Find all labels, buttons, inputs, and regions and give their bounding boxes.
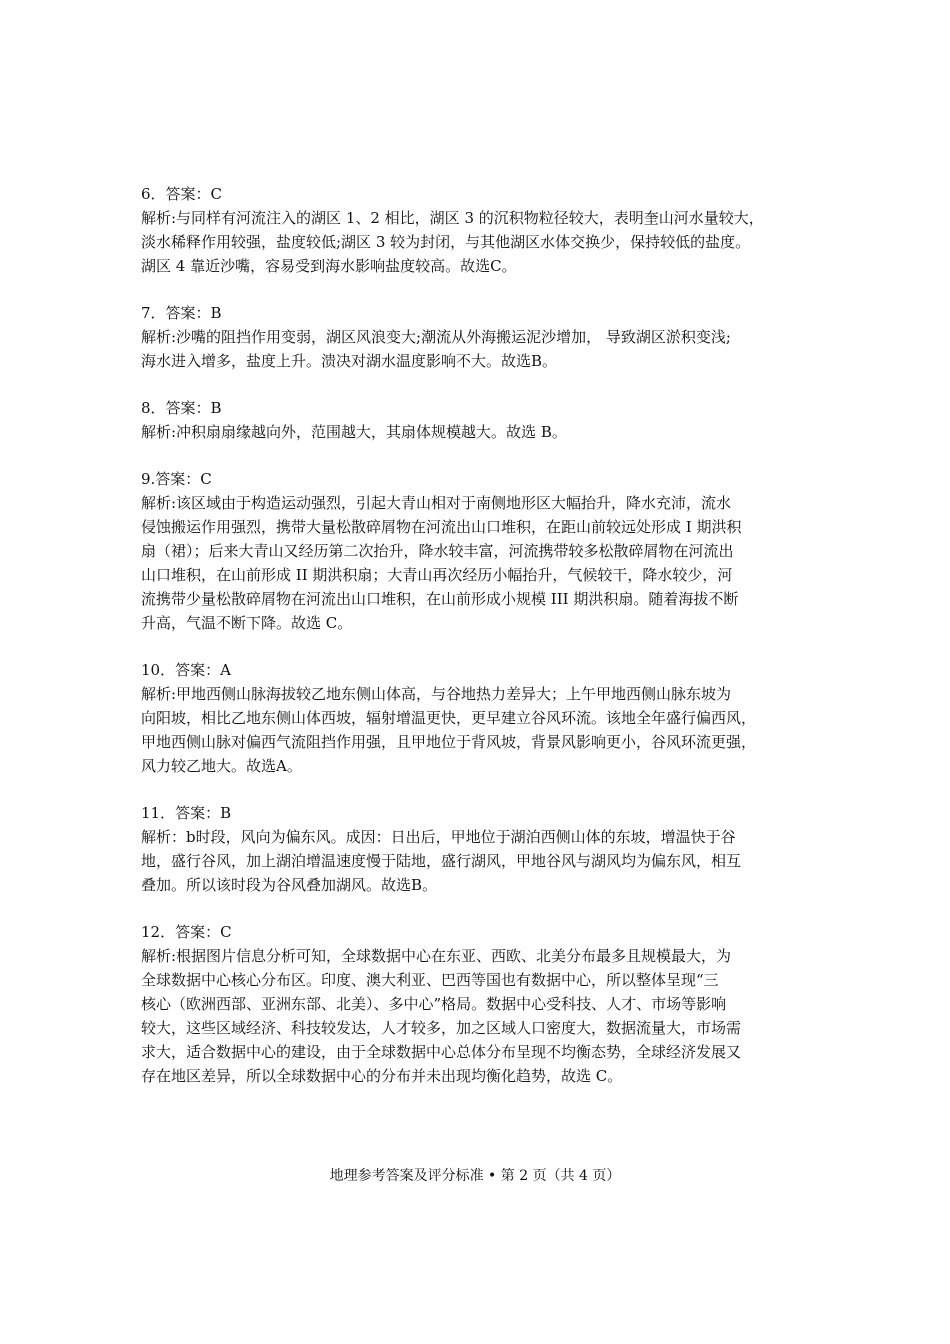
answer-line: 7．答案：B [141, 304, 222, 322]
answer-item-6 [141, 182, 809, 278]
explanation [141, 944, 809, 1088]
explanation-line: 地，盛行谷风，加上湖泊增温速度慢于陆地，盛行湖风，甲地谷风与湖风均为偏东风，相互 [141, 852, 742, 870]
explanation-line: 升高，气温不断下降。故选 C。 [141, 614, 353, 632]
answer-item-10 [141, 658, 809, 778]
explanation-line: 叠加。所以该时段为谷风叠加湖风。故选B。 [141, 876, 438, 894]
explanation-line: 甲地西侧山脉对偏西气流阻挡作用强，且甲地位于背风坡，背景风影响更小，谷风环流更强， [141, 733, 757, 751]
explanation-line: 风力较乙地大。故选A。 [141, 757, 302, 775]
explanation-line: 流携带少量松散碎屑物在河流出山口堆积，在山前形成小规模 III 期洪积扇。随着海拔不断 [141, 590, 739, 608]
answer-item-7 [141, 301, 809, 373]
explanation-line: 核心（欧洲西部、亚洲东部、北美）、多中心”格局。数据中心受科技、人才、市场等影响 [141, 995, 727, 1013]
explanation [141, 825, 809, 897]
explanation-line: 海水进入增多，盐度上升。溃决对湖水温度影响不大。故选B。 [141, 352, 558, 370]
explanation-line: 解析:该区域由于构造运动强烈，引起大青山相对于南侧地形区大幅抬升，降水充沛，流水 [141, 494, 732, 512]
explanation-line: 全球数据中心核心分布区。印度、澳大利亚、巴西等国也有数据中心，所以整体呈现“三 [141, 971, 719, 989]
explanation-line: 山口堆积，在山前形成 II 期洪积扇；大青山再次经历小幅抬升，气候较干，降水较少，河 [141, 566, 733, 584]
explanation-line: 淡水稀释作用较强，盐度较低;湖区 3 较为封闭，与其他湖区水体交换少，保持较低的盐度。 [141, 233, 751, 251]
answer-line: 12．答案：C [141, 923, 232, 941]
explanation-line: 解析:甲地西侧山脉海拔较乙地东侧山体高，与谷地热力差异大；上午甲地西侧山脉东坡为 [141, 685, 732, 703]
answer-item-12 [141, 920, 809, 1088]
explanation [141, 206, 809, 278]
answer-line: 8．答案：B [141, 399, 222, 417]
answer-list [141, 182, 809, 1111]
explanation-line: 解析:与同样有河流注入的湖区 1、2 相比，湖区 3 的沉积物粒径较大，表明奎山河水量较大， [141, 209, 764, 227]
explanation-line: 扇（裙）；后来大青山又经历第二次抬升，降水较丰富，河流携带较多松散碎屑物在河流出 [141, 542, 734, 560]
explanation-line: 解析:沙嘴的阻挡作用变弱，湖区风浪变大;潮流从外海搬运泥沙增加， 导致湖区淤积变浅; [141, 328, 731, 346]
explanation-line: 解析:冲积扇扇缘越向外，范围越大，其扇体规模越大。故选 B。 [141, 423, 567, 441]
answer-item-8 [141, 396, 809, 444]
answer-line: 6．答案：C [141, 185, 223, 203]
answer-line: 9.答案：C [141, 470, 212, 488]
explanation-line: 存在地区差异，所以全球数据中心的分布并未出现均衡化趋势，故选 C。 [141, 1067, 623, 1085]
answer-line: 11．答案：B [141, 804, 232, 822]
explanation [141, 420, 809, 444]
explanation [141, 682, 809, 778]
explanation-line: 解析:根据图片信息分析可知，全球数据中心在东亚、西欧、北美分布最多且规模最大，为 [141, 947, 732, 965]
page-footer: 地理参考答案及评分标准 • 第 2 页（共 4 页） [329, 1168, 621, 1184]
explanation [141, 491, 809, 635]
answer-item-9 [141, 467, 809, 635]
explanation-line: 解析：b时段，风向为偏东风。成因：日出后，甲地位于湖泊西侧山体的东坡，增温快于谷 [141, 828, 736, 846]
explanation-line: 侵蚀搬运作用强烈，携带大量松散碎屑物在河流出山口堆积，在距山前较远处形成 I 期洪积 [141, 518, 742, 536]
explanation-line: 较大，这些区域经济、科技较发达，人才较多，加之区域人口密度大，数据流量大，市场需 [141, 1019, 742, 1037]
explanation [141, 325, 809, 373]
explanation-line: 湖区 4 靠近沙嘴，容易受到海水影响盐度较高。故选C。 [141, 257, 517, 275]
answer-item-11 [141, 801, 809, 897]
explanation-line: 求大，适合数据中心的建设，由于全球数据中心总体分布呈现不均衡态势，全球经济发展又 [141, 1043, 742, 1061]
answer-line: 10．答案：A [141, 661, 231, 679]
explanation-line: 向阳坡，相比乙地东侧山体西坡，辐射增温更快，更早建立谷风环流。该地全年盛行偏西风， [141, 709, 757, 727]
